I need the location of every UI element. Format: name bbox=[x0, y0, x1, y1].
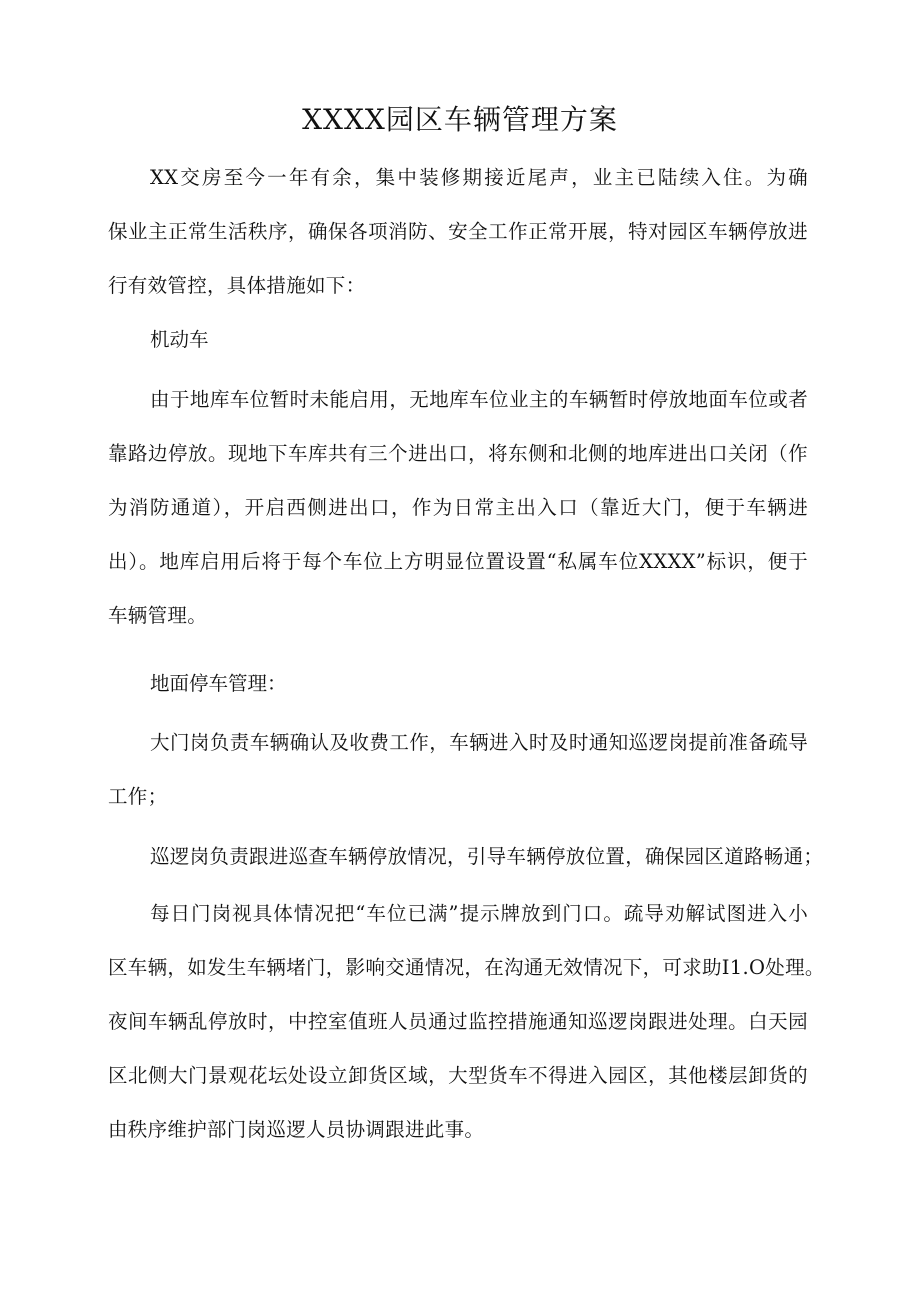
motor-vehicles-paragraph bbox=[108, 373, 808, 643]
paragraph-line: 巡逻岗负责跟进巡查车辆停放情况，引导车辆停放位置，确保园区道路畅通； bbox=[150, 845, 824, 868]
paragraph-line: 区北侧大门景观花坛处设立卸货区域，大型货车不得进入园区，其他楼层卸货的 bbox=[108, 1064, 808, 1087]
paragraph-line: 夜间车辆乱停放时，中控室值班人员通过监控措施通知巡逻岗跟进处理。白天园 bbox=[108, 1010, 808, 1033]
paragraph-line: 工作； bbox=[108, 785, 168, 808]
paragraph-line: 由于地库车位暂时未能启用，无地库车位业主的车辆暂时停放地面车位或者 bbox=[150, 388, 808, 411]
intro-paragraph bbox=[108, 151, 808, 313]
daily-gate-paragraph bbox=[108, 887, 825, 1157]
paragraph-line: 为消防通道），开启西侧进出口，作为日常主出入口（靠近大门，便于车辆进 bbox=[108, 496, 808, 519]
section-heading-motor-vehicles: 机动车 bbox=[150, 328, 209, 351]
paragraph-line: 区车辆，如发生车辆堵门，影响交通情况，在沟通无效情况下，可求助I1.O处理。 bbox=[108, 956, 825, 979]
paragraph-line: 大门岗负责车辆确认及收费工作，车辆进入时及时通知巡逻岗提前准备疏导 bbox=[150, 731, 808, 754]
patrol-post-paragraph bbox=[108, 830, 824, 884]
paragraph-line: 车辆管理。 bbox=[108, 604, 208, 627]
paragraph-line: 由秩序维护部门岗巡逻人员协调跟进此事。 bbox=[108, 1118, 485, 1141]
document-title: XXXX园区车辆管理方案 bbox=[302, 103, 618, 136]
paragraph-line: 保业主正常生活秩序，确保各项消防、安全工作正常开展，特对园区车辆停放进 bbox=[108, 220, 808, 243]
paragraph-line: 每日门岗视具体情况把“车位已满”提示牌放到门口。疏导劝解试图进入小 bbox=[150, 902, 808, 925]
paragraph-line: 靠路边停放。现地下车库共有三个进出口，将东侧和北侧的地库进出口关闭（作 bbox=[108, 442, 808, 465]
paragraph-line: XX交房至今一年有余，集中装修期接近尾声，业主已陆续入住。为确 bbox=[150, 166, 808, 189]
paragraph-line: 出）。地库启用后将于每个车位上方明显位置设置“私属车位XXXX”标识，便于 bbox=[108, 550, 808, 573]
section-heading-ground-parking: 地面停车管理： bbox=[150, 672, 287, 695]
gate-post-paragraph bbox=[108, 716, 808, 824]
paragraph-line: 行有效管控，具体措施如下： bbox=[108, 274, 366, 297]
